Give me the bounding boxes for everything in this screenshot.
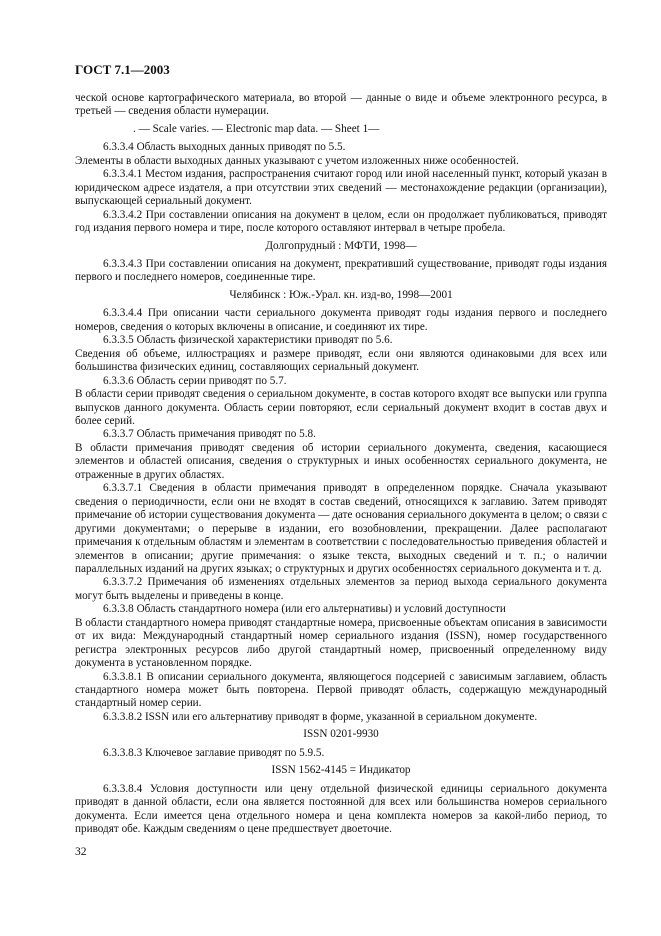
paragraph: 6.3.3.8.3 Ключевое заглавие приводят по 5.9.5. — [103, 746, 325, 759]
paragraph: 6.3.3.7 Область примечания приводят по 5.8. — [103, 428, 316, 441]
paragraph: 6.3.3.7.2 Примечания об изменениях отдельных элементов за период выхода сериального документа могут быть выделены и приведены в конце. — [75, 576, 607, 602]
paragraph: Сведения об объеме, иллюстрациях и размере приводят, если они являются одинаковыми для всех или большинства физических единиц, составляющих сериальный документ. — [75, 347, 607, 374]
paragraph: 6.3.3.8.4 Условия доступности или цену отдельной физической единицы сериального документа приводят в данной области, если она является постоянной для всех или большинства номеров сериального документа. Если имеется цена отдельного номера и цена комплекта номеров за какой-либо период, то приводят обе. Каждым сведениям о цене предшествует двоеточие. — [75, 782, 607, 836]
page-header: ГОСТ 7.1—2003 — [75, 62, 170, 77]
example-line: Челябинск : Юж.-Урал. кн. изд-во, 1998—2001 — [229, 288, 453, 301]
paragraph: В области стандартного номера приводят стандартные номера, присвоенные объектам описания в зависимости от их вида: Международный стандартный номер сериального издания (ISSN), номер государственного регистра электронных ресурсов либо другой стандартный номер, присвоенный определенному виду документа в установленном порядке. — [75, 616, 607, 670]
example-line: Долгопрудный : МФТИ, 1998— — [265, 239, 417, 252]
paragraph: 6.3.3.8.2 ISSN или его альтернативу приводят в форме, указанной в сериальном документе. — [103, 710, 538, 723]
paragraph: 6.3.3.7.1 Сведения в области примечания приводят в определенном порядке. Сначала указывают сведения о периодичности, если они не входят в состав сведений, относящихся к заглавию. Затем приводят примечание об истории существования документа — дате основания сериального документа в целом; о связи с другими документами; о перерыве в издании, его возобновлении, прекращении. Далее располагают примечания к отдельным областям и элементам в соответствии с последовательностью приведения областей и элементов в описании; другие примечания: о языке текста, выходных сведений и т. п.; о наличии параллельных изданий на других языках; о структурных и других особенностях сериального документа и т. д. — [75, 482, 607, 575]
paragraph: В области примечания приводят сведения об истории сериального документа, сведения, касающиеся элементов и областей описания, сведения о структурных и иных особенностях сериального документа, не отраженные в других областях. — [75, 441, 607, 481]
paragraph: 6.3.3.5 Область физической характеристики приводят по 5.6. — [103, 334, 393, 347]
example-line: ISSN 1562-4145 = Индикатор — [271, 764, 411, 777]
paragraph: 6.3.3.6 Область серии приводят по 5.7. — [103, 374, 287, 387]
paragraph: 6.3.3.4.3 При составлении описания на документ, прекративший существование, приводят годы издания первого и последнего номеров, соединенные тире. — [75, 257, 607, 284]
paragraph: Элементы в области выходных данных указывают с учетом изложенных ниже особенностей. — [75, 154, 519, 167]
paragraph: В области серии приводят сведения о сериальном документе, в состав которого входят все выпуски или группа выпусков данного документа. Область серии повторяют, если сериальный документ входит в состав двух и более серий. — [75, 388, 607, 427]
paragraph: 6.3.3.4 Область выходных данных приводят по 5.5. — [103, 141, 346, 154]
page-number: 32 — [75, 846, 87, 858]
paragraph: 6.3.3.4.2 При составлении описания на документ в целом, если он продолжает публиковаться, приводят год издания первого номера и тире, после которого оставляют интервал в четыре пробела. — [75, 208, 607, 235]
example-line: . — Scale varies. — Electronic map data. — Sheet 1— — [133, 122, 380, 135]
paragraph: 6.3.3.8.1 В описании сериального документа, являющегося подсерией с зависимым заглавием, область стандартного номера может быть повторена. Первой приводят область, содержащую международный стандартный номер серии. — [75, 670, 607, 710]
paragraph: 6.3.3.4.4 При описании части сериального документа приводят годы издания первого и последнего номеров, сведения о которых включены в описание, и соединяют их тире. — [75, 307, 607, 333]
document-body — [75, 92, 607, 837]
paragraph: 6.3.3.4.1 Местом издания, распространения считают город или иной населенный пункт, который указан в юридическом адресе издателя, а при отсутствии этих сведений — местонахождение редакции (организации), выпускающей сериальный документ. — [75, 168, 607, 208]
paragraph: 6.3.3.8 Область стандартного номера (или его альтернативы) и условий доступности — [103, 603, 506, 616]
paragraph: ческой основе картографического материала, во второй — данные о виде и объеме электронного ресурса, в третьей — сведения области нумерации. — [75, 92, 607, 118]
example-line: ISSN 0201-9930 — [303, 728, 379, 741]
